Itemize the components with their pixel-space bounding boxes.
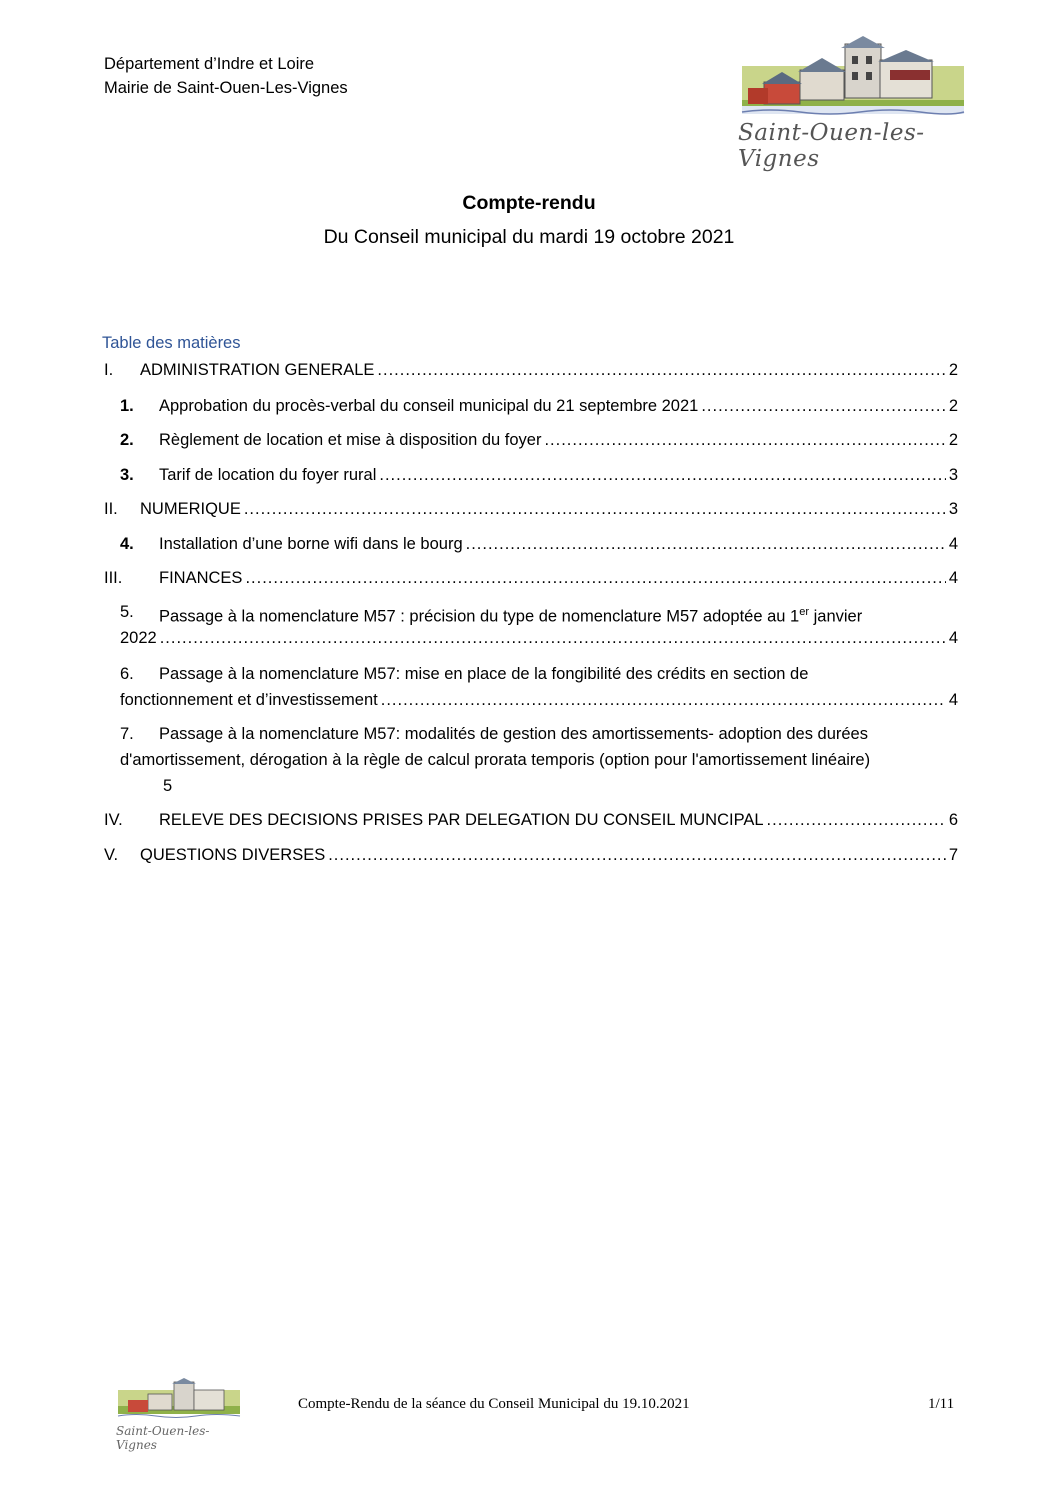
toc-item-label: Tarif de location du foyer rural [159, 466, 377, 484]
toc-item-page: 4 [948, 691, 958, 709]
toc-item-number: V. [104, 846, 119, 864]
department-line: Département d’Indre et Loire [104, 55, 315, 73]
toc-item-number: 5. [120, 603, 134, 621]
toc-item-label-line1: Passage à la nomenclature M57: mise en place de la fongibilité des crédits en section de [159, 665, 809, 683]
toc-item[interactable] [104, 394, 958, 418]
toc-item-label: QUESTIONS DIVERSES [140, 846, 326, 864]
toc-item-page: 4 [948, 535, 958, 553]
logo-text: Saint-Ouen-les-Vignes [738, 120, 925, 172]
toc-item[interactable] [104, 808, 958, 832]
toc-item-page: 2 [948, 361, 958, 379]
toc-item-label-line1: Passage à la nomenclature M57: modalités de gestion des amortissements- adoption des durées [159, 725, 868, 743]
toc-item-label: NUMERIQUE [140, 500, 241, 518]
mairie-line: Mairie de Saint-Ouen-Les-Vignes [104, 79, 348, 97]
toc-item[interactable] [104, 358, 958, 382]
toc-item-number: 1. [120, 397, 134, 415]
toc-item-number: IV. [104, 811, 123, 829]
toc-item-label: FINANCES [159, 569, 243, 587]
toc-item[interactable] [104, 566, 958, 590]
toc-item-number: I. [104, 361, 114, 379]
toc-item-page: 6 [948, 811, 958, 829]
toc-item[interactable] [104, 428, 958, 452]
toc-item-page: 4 [948, 569, 958, 587]
toc-item[interactable] [104, 600, 958, 652]
toc-item[interactable] [104, 532, 958, 556]
toc-item-page: 5 [163, 777, 173, 795]
toc-item[interactable] [104, 662, 958, 714]
toc-item[interactable] [104, 722, 958, 798]
toc-item-page: 2 [948, 431, 958, 449]
toc-item-label: Règlement de location et mise à disposition du foyer [159, 431, 542, 449]
toc-item-number: 7. [120, 725, 134, 743]
page-subtitle: Du Conseil municipal du mardi 19 octobre 2021 [323, 226, 735, 248]
toc-item[interactable] [104, 497, 958, 521]
toc-item-number: 4. [120, 535, 134, 553]
toc-item-page: 3 [948, 500, 958, 518]
toc-item-label: ADMINISTRATION GENERALE [140, 361, 375, 379]
toc-item-label: Installation d’une borne wifi dans le bourg [159, 535, 463, 553]
toc-item-label: Approbation du procès-verbal du conseil municipal du 21 septembre 2021 [159, 397, 699, 415]
toc-item-page: 3 [948, 466, 958, 484]
toc-item[interactable] [104, 843, 958, 867]
footer-logo-text: Saint-Ouen-les-Vignes [116, 1424, 210, 1452]
toc-item-label-line2: d'amortissement, dérogation à la règle de calcul prorata temporis (option pour l'amortissement linéaire) [120, 751, 871, 769]
toc-item-page: 4 [948, 629, 958, 647]
toc-item-page: 2 [948, 397, 958, 415]
toc-item[interactable] [104, 463, 958, 487]
page-counter: 1/11 [928, 1396, 955, 1412]
toc-item-number: 2. [120, 431, 134, 449]
page-title: Compte-rendu [462, 192, 596, 214]
toc-item-number: II. [104, 500, 118, 518]
toc-item-number: 6. [120, 665, 134, 683]
toc-item-number: 3. [120, 466, 134, 484]
footer-text: Compte-Rendu de la séance du Conseil Municipal du 19.10.2021 [298, 1396, 690, 1412]
toc-item-label-line2: 2022 [120, 629, 157, 647]
toc-item-label-line2: fonctionnement et d’investissement [120, 691, 378, 709]
toc-item-label: RELEVE DES DECISIONS PRISES PAR DELEGATION DU CONSEIL MUNCIPAL [159, 811, 764, 829]
toc-heading: Table des matières [102, 334, 241, 352]
toc-item-page: 7 [948, 846, 958, 864]
toc-item-label-line1: Passage à la nomenclature M57 : précision du type de nomenclature M57 adoptée au 1er janvier [159, 606, 863, 626]
toc-item-number: III. [104, 569, 123, 587]
